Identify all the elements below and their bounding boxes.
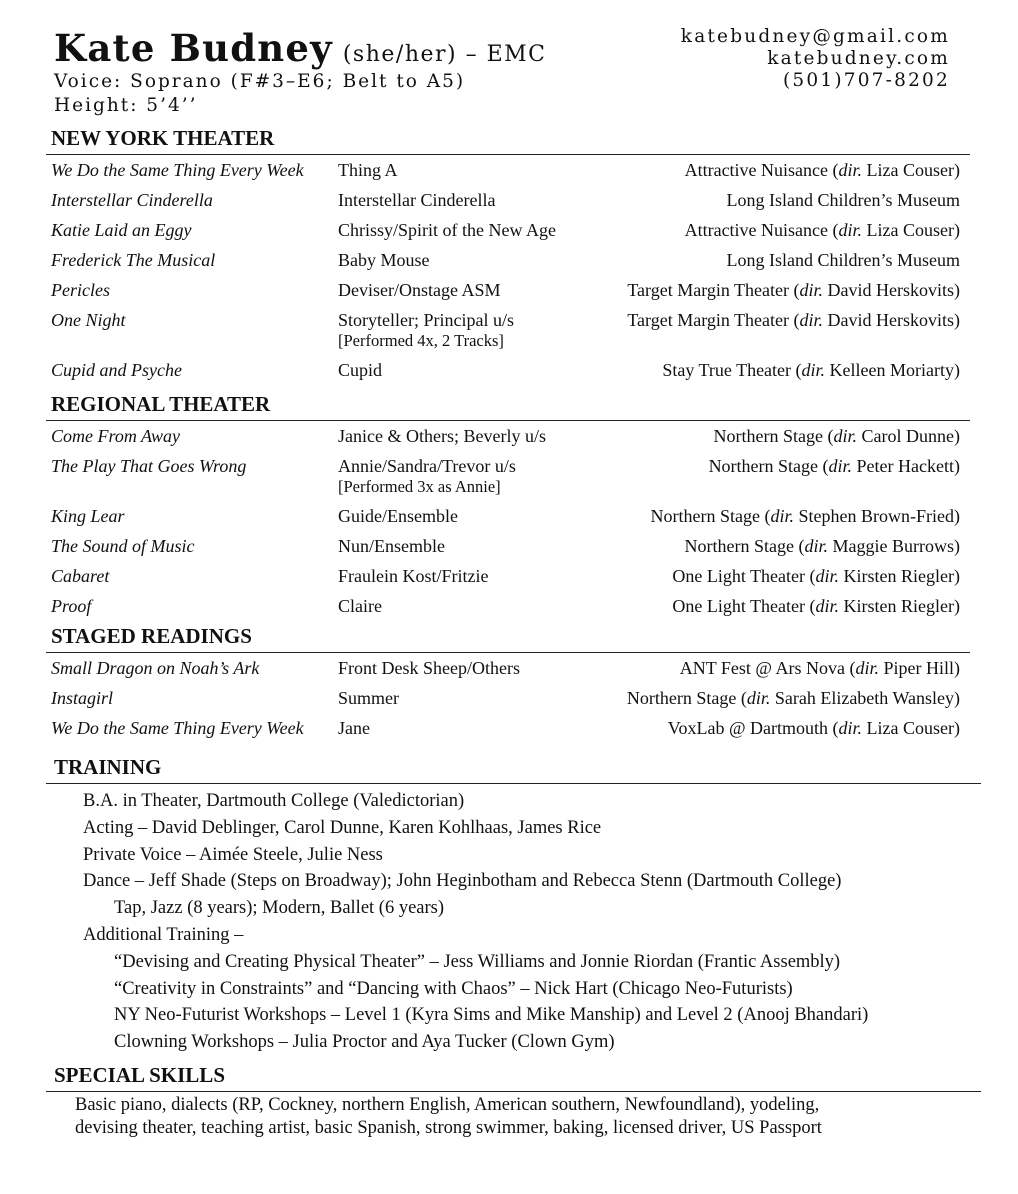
role: Claire [338, 596, 382, 616]
venue-cell [588, 185, 970, 215]
section-title: SPECIAL SKILLS [54, 1063, 225, 1087]
venue: One Light Theater ( [672, 596, 816, 616]
show-title: The Play That Goes Wrong [51, 456, 247, 476]
show-title: Pericles [51, 280, 110, 300]
credit-row [46, 305, 970, 355]
venue-cell [588, 451, 970, 501]
venue: Northern Stage ( [650, 506, 771, 526]
show-title: King Lear [51, 506, 125, 526]
section-new-york-theater [46, 125, 970, 385]
section-title: TRAINING [54, 755, 162, 779]
role-cell [333, 215, 588, 245]
role: Cupid [338, 360, 383, 380]
show-title: Instagirl [51, 688, 114, 708]
venue-cell [588, 501, 970, 531]
role-cell [333, 155, 588, 185]
venue-cell [588, 713, 970, 743]
height: Height: 5’4’’ [54, 95, 198, 116]
skills-text [46, 1092, 981, 1140]
website: katebudney.com [767, 48, 950, 69]
venue-cell [588, 591, 970, 621]
venue-cell [588, 421, 970, 451]
role: Jane [338, 718, 370, 738]
role-cell [333, 355, 588, 385]
role-cell [333, 531, 588, 561]
credits-table [46, 653, 970, 743]
role-cell [333, 421, 588, 451]
contact-block [681, 26, 950, 92]
role-cell [333, 713, 588, 743]
dir-abbrev: dir. [815, 596, 840, 616]
credit-row [46, 421, 970, 451]
credit-row [46, 561, 970, 591]
venue-cell [588, 355, 970, 385]
training-item: Clowning Workshops – Julia Proctor and Aya Tucker (Clown Gym) [114, 1032, 615, 1053]
role: Nun/Ensemble [338, 536, 445, 556]
director: Kirsten Riegler) [839, 596, 960, 616]
role: Baby Mouse [338, 250, 430, 270]
dir-abbrev: dir. [770, 506, 795, 526]
training-item: Tap, Jazz (8 years); Modern, Ballet (6 years) [114, 898, 445, 919]
dir-abbrev: dir. [746, 688, 771, 708]
role: Front Desk Sheep/Others [338, 658, 520, 678]
credit-row [46, 531, 970, 561]
show-title: Small Dragon on Noah’s Ark [51, 658, 260, 678]
venue: VoxLab @ Dartmouth ( [667, 718, 839, 738]
dir-abbrev: dir. [828, 456, 853, 476]
show-title: Katie Laid an Eggy [51, 220, 192, 240]
venue-cell [588, 653, 970, 683]
skills-line: Basic piano, dialects (RP, Cockney, northern English, American southern, Newfoundland), yodeling, [75, 1095, 820, 1115]
section-staged-readings [46, 623, 970, 743]
director: Maggie Burrows) [828, 536, 960, 556]
role: Chrissy/Spirit of the New Age [338, 220, 556, 240]
venue: Long Island Children’s Museum [726, 250, 960, 270]
role: Guide/Ensemble [338, 506, 458, 526]
show-title: Frederick The Musical [51, 250, 216, 270]
dir-abbrev: dir. [855, 658, 879, 678]
credit-row [46, 501, 970, 531]
show-title: Proof [51, 596, 92, 616]
credit-row [46, 355, 970, 385]
venue-cell [588, 275, 970, 305]
role-cell [333, 591, 588, 621]
training-item: Acting – David Deblinger, Carol Dunne, Karen Kohlhaas, James Rice [83, 817, 602, 838]
role-cell [333, 653, 588, 683]
pronouns-union: (she/her) – EMC [342, 42, 547, 67]
role-cell [333, 305, 588, 355]
venue-cell [588, 305, 970, 355]
role: Janice & Others; Beverly u/s [338, 426, 546, 446]
show-title: Come From Away [51, 426, 180, 446]
role-note: [Performed 4x, 2 Tracks] [338, 331, 504, 350]
venue: Target Margin Theater ( [627, 280, 800, 300]
dir-abbrev: dir. [833, 426, 858, 446]
role-cell [333, 683, 588, 713]
credit-row [46, 683, 970, 713]
credit-row [46, 713, 970, 743]
credit-row [46, 155, 970, 185]
dir-abbrev: dir. [799, 310, 824, 330]
training-item: “Creativity in Constraints” and “Dancing with Chaos” – Nick Hart (Chicago Neo-Futurists) [114, 978, 793, 999]
skills-line: devising theater, teaching artist, basic Spanish, strong swimmer, baking, licensed driver, US Passport [75, 1118, 822, 1138]
section-training [46, 754, 981, 1056]
show-title: The Sound of Music [51, 536, 195, 556]
role: Annie/Sandra/Trevor u/s [338, 456, 516, 476]
venue-cell [588, 531, 970, 561]
credits-table [46, 155, 970, 385]
role-cell [333, 185, 588, 215]
credit-row [46, 451, 970, 501]
section-rule [46, 783, 981, 784]
performer-name: Kate Budney [54, 26, 333, 70]
role-cell [333, 501, 588, 531]
training-item: NY Neo-Futurist Workshops – Level 1 (Kyra Sims and Mike Manship) and Level 2 (Anooj Bhandari) [114, 1005, 869, 1026]
venue-cell [588, 215, 970, 245]
training-item: Private Voice – Aimée Steele, Julie Ness [83, 844, 383, 865]
show-title: Cabaret [51, 566, 110, 586]
venue: Long Island Children’s Museum [726, 190, 960, 210]
venue: One Light Theater ( [672, 566, 816, 586]
training-item: Dance – Jeff Shade (Steps on Broadway); John Heginbotham and Rebecca Stenn (Dartmouth College) [83, 871, 842, 892]
phone: (501)707-8202 [783, 70, 950, 91]
dir-abbrev: dir. [801, 360, 826, 380]
credit-row [46, 591, 970, 621]
show-title: We Do the Same Thing Every Week [51, 160, 304, 180]
role-cell [333, 275, 588, 305]
credits-table [46, 421, 970, 621]
venue: Target Margin Theater ( [627, 310, 800, 330]
credit-row [46, 653, 970, 683]
director: Piper Hill) [879, 658, 960, 678]
director: Peter Hackett) [852, 456, 960, 476]
dir-abbrev: dir. [804, 536, 829, 556]
credit-row [46, 185, 970, 215]
section-regional-theater [46, 391, 970, 621]
dir-abbrev: dir. [838, 220, 863, 240]
venue: Northern Stage ( [708, 456, 829, 476]
director: Kelleen Moriarty) [825, 360, 960, 380]
venue-cell [588, 561, 970, 591]
director: Liza Couser) [862, 718, 960, 738]
venue: ANT Fest @ Ars Nova ( [679, 658, 856, 678]
training-item: B.A. in Theater, Dartmouth College (Valedictorian) [83, 791, 465, 811]
venue: Stay True Theater ( [662, 360, 802, 380]
section-title: STAGED READINGS [51, 624, 252, 648]
director: Liza Couser) [862, 160, 960, 180]
role-cell [333, 561, 588, 591]
venue: Northern Stage ( [684, 536, 805, 556]
voice-type: Voice: Soprano (F#3–E6; Belt to A5) [54, 71, 466, 92]
role-note: [Performed 3x as Annie] [338, 477, 501, 496]
venue: Northern Stage ( [626, 688, 747, 708]
show-title: One Night [51, 310, 126, 330]
dir-abbrev: dir. [838, 160, 863, 180]
dir-abbrev: dir. [815, 566, 840, 586]
director: David Herskovits) [823, 280, 960, 300]
email: katebudney@gmail.com [680, 26, 950, 47]
role: Thing A [338, 160, 398, 180]
venue: Attractive Nuisance ( [684, 160, 839, 180]
venue: Attractive Nuisance ( [684, 220, 839, 240]
section-title: REGIONAL THEATER [51, 392, 271, 416]
venue: Northern Stage ( [713, 426, 834, 446]
show-title: Cupid and Psyche [51, 360, 182, 380]
role-cell [333, 451, 588, 501]
role: Fraulein Kost/Fritzie [338, 566, 489, 586]
director: Liza Couser) [862, 220, 960, 240]
role-cell [333, 245, 588, 275]
director: Kirsten Riegler) [839, 566, 960, 586]
director: Stephen Brown-Fried) [794, 506, 960, 526]
venue-cell [588, 683, 970, 713]
show-title: Interstellar Cinderella [51, 190, 213, 210]
dir-abbrev: dir. [838, 718, 863, 738]
director: Carol Dunne) [857, 426, 960, 446]
venue-cell [588, 155, 970, 185]
credit-row [46, 275, 970, 305]
training-list [46, 788, 981, 1056]
director: David Herskovits) [823, 310, 960, 330]
role: Interstellar Cinderella [338, 190, 496, 210]
training-item: Additional Training – [83, 924, 244, 945]
role: Summer [338, 688, 399, 708]
role: Deviser/Onstage ASM [338, 280, 501, 300]
credit-row [46, 215, 970, 245]
show-title: We Do the Same Thing Every Week [51, 718, 304, 738]
training-item: “Devising and Creating Physical Theater” – Jess Williams and Jonnie Riordan (Frantic Assembly) [114, 951, 841, 972]
section-title: NEW YORK THEATER [51, 126, 275, 150]
section-special-skills [46, 1062, 981, 1140]
role: Storyteller; Principal u/s [338, 310, 514, 330]
venue-cell [588, 245, 970, 275]
resume-header [54, 26, 950, 118]
credit-row [46, 245, 970, 275]
dir-abbrev: dir. [799, 280, 824, 300]
director: Sarah Elizabeth Wansley) [770, 688, 960, 708]
